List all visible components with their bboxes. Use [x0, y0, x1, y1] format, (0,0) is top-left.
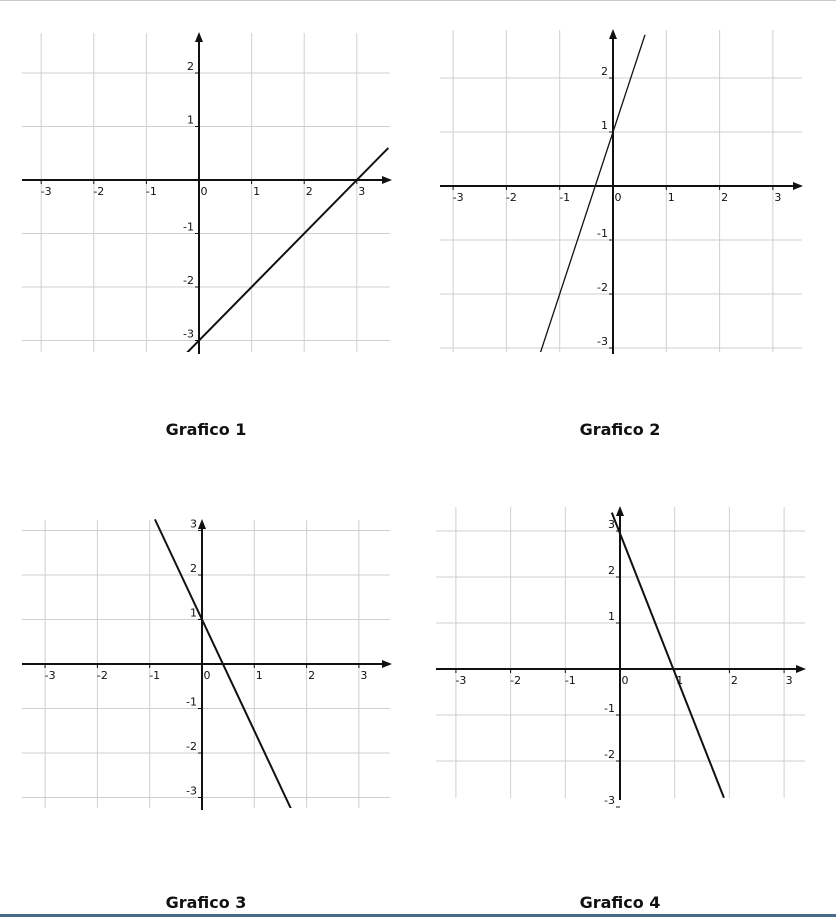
x-tick-label: 3: [774, 191, 782, 204]
y-tick-label: 2: [190, 562, 197, 575]
caption-grafico-2: Grafico 2: [579, 420, 661, 439]
y-tick-label: -3: [186, 784, 197, 798]
x-tick-label: 1: [676, 674, 684, 687]
x-tick-label: 0: [203, 669, 211, 682]
x-tick-label: -2: [510, 674, 522, 687]
y-tick-label: -2: [186, 740, 197, 753]
y-tick-label: 1: [601, 119, 608, 132]
y-axis-arrow: [616, 506, 624, 516]
y-tick-label: 2: [187, 60, 194, 73]
y-tick-label: -1: [597, 227, 608, 240]
x-tick-label: -1: [149, 669, 161, 682]
y-tick-label: -2: [183, 274, 194, 287]
y-tick-label: 3: [190, 517, 197, 531]
x-tick-label: -3: [44, 669, 56, 682]
y-tick-label: 3: [608, 518, 615, 531]
y-tick-label: 2: [608, 564, 615, 577]
x-tick-label: 0: [614, 191, 622, 204]
x-tick-label: 3: [360, 669, 368, 682]
x-tick-label: 1: [255, 669, 263, 682]
x-tick-label: 0: [621, 674, 629, 687]
x-tick-label: -2: [96, 669, 108, 682]
y-tick-label: 2: [601, 65, 608, 78]
caption-grafico-3: Grafico 3: [165, 893, 247, 912]
x-tick-label: -3: [40, 185, 52, 198]
x-tick-label: 2: [721, 191, 729, 204]
x-tick-label: -3: [455, 674, 467, 687]
y-tick-label: -3: [604, 794, 615, 807]
x-tick-label: -1: [559, 191, 571, 204]
y-tick-label: -3: [597, 335, 608, 348]
y-tick-label: -2: [604, 748, 615, 761]
x-tick-label: 3: [785, 674, 793, 687]
y-tick-label: -2: [597, 281, 608, 294]
x-tick-label: -1: [564, 674, 576, 687]
x-tick-label: -2: [93, 185, 105, 198]
x-tick-label: -1: [145, 185, 157, 198]
y-tick-label: -1: [604, 702, 615, 715]
x-tick-label: -3: [452, 191, 464, 204]
caption-grafico-1: Grafico 1: [165, 420, 247, 439]
y-tick-label: -1: [183, 220, 194, 234]
caption-grafico-4: Grafico 4: [579, 893, 661, 912]
x-tick-label: 0: [200, 185, 208, 198]
x-tick-label: 2: [730, 674, 738, 687]
x-axis-arrow: [796, 665, 806, 673]
y-tick-label: -3: [183, 327, 194, 341]
x-tick-label: 2: [308, 669, 316, 682]
y-tick-label: 1: [187, 113, 194, 127]
series-line: [612, 513, 724, 798]
x-tick-label: 1: [253, 185, 261, 198]
x-tick-label: 2: [305, 185, 313, 198]
y-tick-label: 1: [190, 606, 197, 620]
y-tick-label: -1: [186, 695, 197, 709]
x-tick-label: -2: [505, 191, 517, 204]
y-tick-label: 1: [608, 610, 615, 623]
x-tick-label: 3: [358, 185, 366, 198]
x-tick-label: 1: [667, 191, 675, 204]
